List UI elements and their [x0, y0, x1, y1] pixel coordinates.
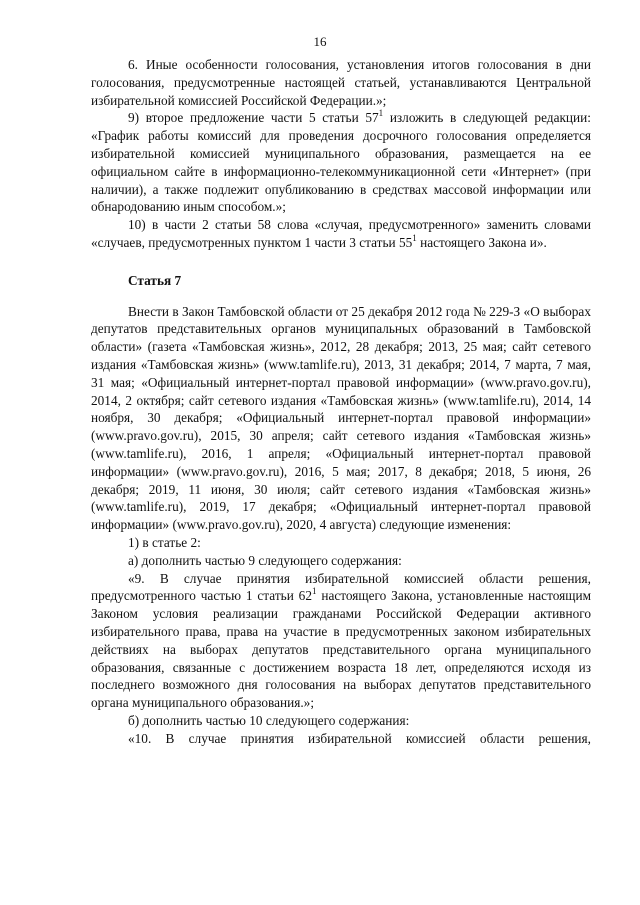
document-body — [91, 56, 591, 747]
item-9-superscript: 1 — [378, 107, 384, 118]
paragraph-item-a: а) дополнить частью 9 следующего содержания: — [128, 552, 402, 568]
paragraph-item-9 — [91, 109, 591, 216]
paragraph-part-9 — [91, 570, 591, 712]
part-9-superscript: 1 — [311, 585, 317, 596]
paragraph-part-6: 6. Иные особенности голосования, установления итогов голосования в дни голосования, предусмотренные настоящей статьей, устанавливаются Центральной избирательной комиссией Российской Федерации.»; — [91, 57, 591, 108]
item-10-text-end: настоящего Закона и». — [416, 234, 547, 250]
article-heading: Статья 7 — [128, 272, 182, 288]
part-9-text-end: настоящего Закона, установленные настоящим Законом условия реализации гражданами Российской Федерации активного избирательного права, права на участие в предусмотренных законом избирательных действиях на выборах депутатов представительного органа муниципального образования, связанные с достижением возраста 18 лет, определяются исходя из последнего возможного дня голосования на выборах депутатов представительного органа муниципального образования.»; — [91, 588, 591, 711]
page-number: 16 — [313, 34, 327, 49]
paragraph-part-10: «10. В случае принятия избирательной комиссией области решения, — [128, 730, 591, 746]
item-9-text-end: изложить в следующей редакции: «График работы комиссий для проведения досрочного голосования определяется избирательной комиссией муниципального образования, размещается на ее официальном сайте в информационно-телекоммуникационной сети «Интернет» (при наличии), а также подлежит опубликованию в средствах массовой информации или обнародованию иным способом.»; — [91, 110, 591, 215]
item-9-text-start: 9) второе предложение части 5 статьи 57 — [128, 110, 379, 126]
paragraph-article-intro: Внести в Закон Тамбовской области от 25 декабря 2012 года № 229-З «О выборах депутатов представительных органов муниципальных образований в Тамбовской области» (газета «Тамбовская жизнь», 2012, 28 декабря; 2013, 25 мая; сайт сетевого издания «Тамбовская жизнь» (www.tamlife.ru), 2013, 31 декабря; 2014, 7 марта, 7 мая, 31 мая; «Официальный интернет-портал правовой информации» (www.pravo.gov.ru), 2014, 2 октября; сайт сетевого издания «Тамбовская жизнь» (www.tamlife.ru), 2014, 14 ноября, 30 декабря; «Официальный интернет-портал правовой информации» (www.pravo.gov.ru), 2015, 30 апреля; сайт сетевого издания «Тамбовская жизнь» (www.tamlife.ru), 2016, 1 апреля; «Официальный интернет-портал правовой информации» (www.pravo.gov.ru), 2016, 5 мая; 2017, 8 декабря; 2018, 5 июня, 26 декабря; 2019, 11 июня, 30 июля; сайт сетевого издания «Тамбовская жизнь» (www.tamlife.ru), 2019, 17 декабря; «Официальный интернет-портал правовой информации» (www.pravo.gov.ru), 2020, 4 августа) следующие изменения: — [91, 303, 591, 533]
paragraph-item-10 — [91, 216, 591, 252]
paragraph-item-1: 1) в статье 2: — [128, 534, 201, 550]
item-10-superscript: 1 — [412, 232, 417, 243]
paragraph-item-b: б) дополнить частью 10 следующего содержания: — [128, 712, 410, 728]
part-9-text-start: «9. В случае принятия избирательной комиссией области решения, предусмотренного частью 1 статьи 62 — [91, 570, 591, 604]
item-10-text-start: 10) в части 2 статьи 58 слова «случая, предусмотренного» заменить словами «случаев, предусмотренных пунктом 1 части 3 статьи 55 — [91, 217, 591, 250]
